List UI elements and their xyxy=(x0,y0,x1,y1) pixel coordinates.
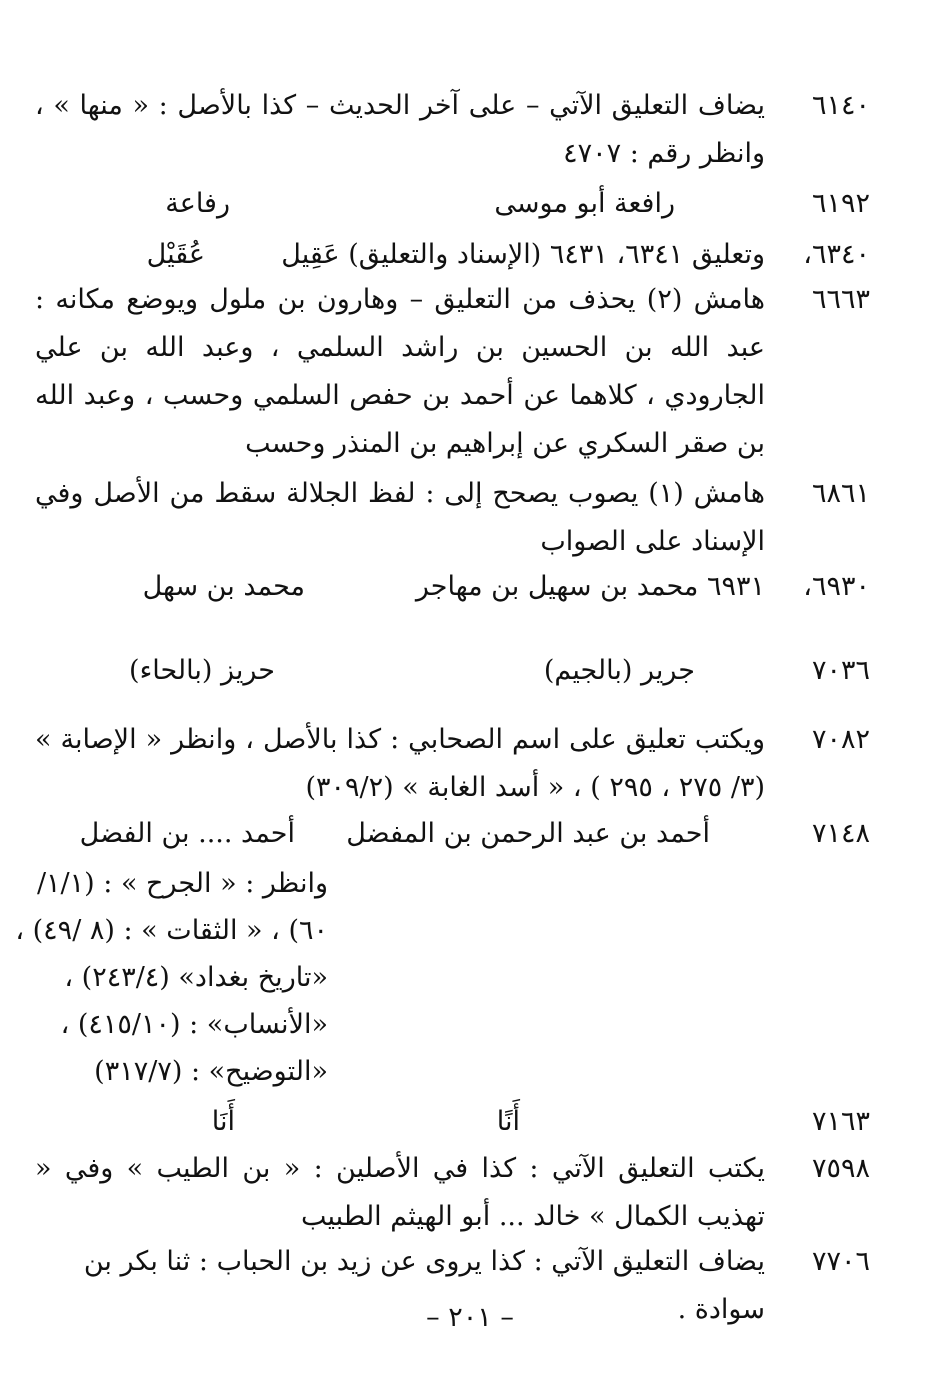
correct-form: محمد بن سهل xyxy=(142,571,305,602)
entry-text: هامش (١) يصوب يصحح إلى : لفظ الجلالة سقط من الأصل وفي الإسناد على الصواب xyxy=(35,478,765,557)
wrong-form: رافعة أبو موسى xyxy=(494,188,675,219)
entry-text: يضاف التعليق الآتي : كذا يروى عن زيد بن الحباب : ثنا بكر بن سوادة . xyxy=(83,1246,765,1325)
entry-number: ٦٩٣٠، xyxy=(803,571,870,602)
entry-number: ٧٧٠٦ xyxy=(811,1246,870,1277)
correct-form: رفاعة xyxy=(165,188,230,219)
wrong-form: أَنًا xyxy=(496,1106,520,1137)
entry-number: ٧١٤٨ xyxy=(811,818,870,849)
entry-text: ويكتب تعليق على اسم الصحابي : كذا بالأصل ، وانظر « الإصابة » (٣/ ٢٧٥ ، ٢٩٥ ) ، « أسد الغابة » (٣٠٩/٢) xyxy=(35,724,765,803)
entry-number: ٦٣٤٠، xyxy=(803,239,870,270)
entry-text: هامش (٢) يحذف من التعليق – وهارون بن ملول ويوضع مكانه : عبد الله بن الحسين بن راشد السلمي ، وعبد الله بن علي الجارودي ، كلاهما عن أحمد بن حفص السلمي وحسب ، وعبد الله بن صقر السكري عن إبراهيم بن المنذر وحسب xyxy=(35,284,765,459)
correct-form: عُقَيْل xyxy=(146,239,205,270)
reference-line: «تاريخ بغداد» (٢٤٣/٤) ، xyxy=(64,962,328,993)
reference-line: ٦٠) ، « الثقات » : (٨ /٤٩) ، xyxy=(15,915,328,946)
correct-form: أَنَا xyxy=(211,1106,235,1137)
entry-number: ٦٦٦٣ xyxy=(811,284,870,315)
wrong-form: ٦٩٣١ محمد بن سهيل بن مهاجر xyxy=(415,571,765,602)
reference-line: «الأنساب» : (٤١٥/١٠) ، xyxy=(60,1009,328,1040)
correct-form: حريز (بالحاء) xyxy=(129,655,275,686)
wrong-form: جرير (بالجيم) xyxy=(543,655,695,686)
reference-line: وانظر : « الجرح » : (١/١/ xyxy=(36,868,328,899)
entry-number: ٧٥٩٨ xyxy=(811,1153,870,1184)
reference-list xyxy=(15,860,328,1095)
correct-form: أحمد .... بن الفضل xyxy=(79,818,295,849)
entry-number: ٦١٩٢ xyxy=(811,188,870,219)
entry-text: يكتب التعليق الآتي : كذا في الأصلين : « بن الطيب » وفي « تهذيب الكمال » خالد ... أبو الهيثم الطبيب xyxy=(35,1153,765,1232)
reference-line: «التوضيح» : (٣١٧/٧) xyxy=(94,1056,328,1087)
wrong-form: أحمد بن عبد الرحمن بن المفضل xyxy=(346,818,710,849)
entry-number: ٧٠٨٢ xyxy=(811,724,870,755)
entry-number: ٦١٤٠ xyxy=(811,90,870,121)
page-number: – ٢٠١ – xyxy=(426,1302,514,1333)
entry-number: ٧١٦٣ xyxy=(811,1106,870,1137)
entry-number: ٦٨٦١ xyxy=(811,478,870,509)
entry-number: ٧٠٣٦ xyxy=(811,655,870,686)
entry-text: يضاف التعليق الآتي – على آخر الحديث – كذا بالأصل : « منها » ، وانظر رقم : ٤٧٠٧ xyxy=(35,90,765,169)
wrong-form: وتعليق ٦٣٤١، ٦٤٣١ (الإسناد والتعليق) عَقِيل xyxy=(281,239,765,270)
